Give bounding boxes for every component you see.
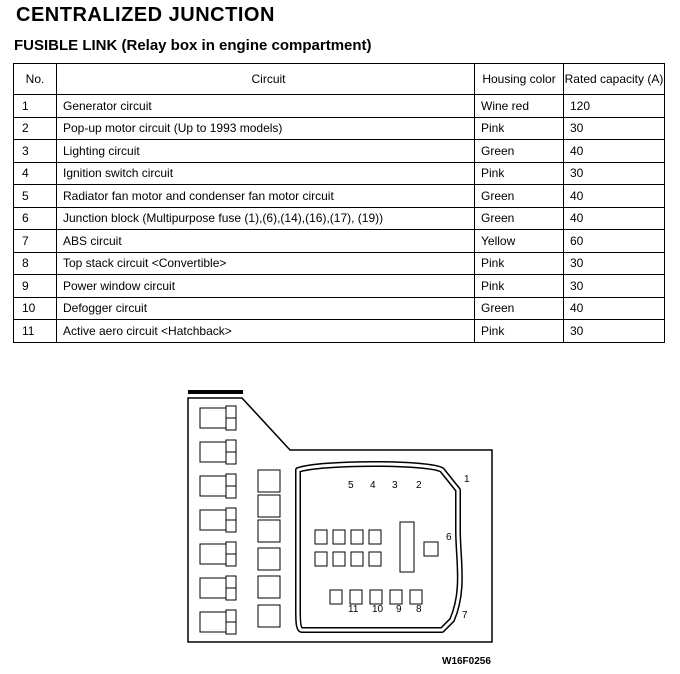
relay-block [200, 442, 226, 462]
fuse-slot [369, 530, 381, 544]
row-number: 9 [14, 275, 57, 298]
rated-capacity-cell: 30 [564, 117, 665, 140]
relay-terminal [226, 622, 236, 634]
table-row [14, 252, 665, 275]
table-row [14, 117, 665, 140]
row-number: 10 [14, 297, 57, 320]
fuse-slot [369, 552, 381, 566]
row-number: 6 [14, 207, 57, 230]
rated-capacity-cell: 40 [564, 207, 665, 230]
relay-block [258, 520, 280, 542]
fuse-slot [351, 530, 363, 544]
left-fuse-column [200, 406, 236, 634]
relay-terminal [226, 452, 236, 464]
rated-capacity-cell: 60 [564, 230, 665, 253]
rated-capacity-cell: 40 [564, 140, 665, 163]
callout-label: 9 [396, 604, 402, 615]
table-header-row [14, 64, 665, 95]
fuse-slot [333, 530, 345, 544]
relay-terminal [226, 474, 236, 486]
rated-capacity-cell: 120 [564, 95, 665, 118]
housing-color-cell: Pink [475, 275, 564, 298]
fuse-slot [315, 552, 327, 566]
row-number: 2 [14, 117, 57, 140]
row-number: 8 [14, 252, 57, 275]
circuit-cell: Ignition switch circuit [57, 162, 475, 185]
fuse-slot [333, 552, 345, 566]
diagram-callouts [348, 474, 470, 621]
callout-label: 10 [372, 604, 384, 615]
relay-terminal [226, 542, 236, 554]
relay-terminal [226, 588, 236, 600]
fuse-slot [370, 590, 382, 604]
callout-label: 1 [464, 474, 470, 485]
row-number: 11 [14, 320, 57, 343]
page-title: CENTRALIZED JUNCTION [16, 4, 275, 26]
relay-block [200, 476, 226, 496]
housing-color-cell: Pink [475, 162, 564, 185]
relay-terminal [226, 554, 236, 566]
rated-capacity-cell: 30 [564, 252, 665, 275]
fuse-slot [424, 542, 438, 556]
rated-capacity-cell: 40 [564, 297, 665, 320]
row-number: 7 [14, 230, 57, 253]
callout-label: 3 [392, 480, 398, 491]
table-row [14, 230, 665, 253]
table-row [14, 95, 665, 118]
fusible-link-table [13, 63, 665, 343]
relay-block [258, 576, 280, 598]
row-number: 4 [14, 162, 57, 185]
housing-color-cell: Green [475, 140, 564, 163]
relay-terminal [226, 418, 236, 430]
housing-color-cell: Green [475, 207, 564, 230]
relay-block [200, 578, 226, 598]
relay-block [258, 470, 280, 492]
circuit-cell: Lighting circuit [57, 140, 475, 163]
relay-terminal [226, 576, 236, 588]
circuit-cell: Power window circuit [57, 275, 475, 298]
row-number: 1 [14, 95, 57, 118]
relay-box-diagram [180, 390, 500, 670]
rated-capacity-cell: 40 [564, 185, 665, 208]
callout-label: 2 [416, 480, 422, 491]
column-header-circuit: Circuit [57, 64, 475, 95]
rated-capacity-cell: 30 [564, 162, 665, 185]
rated-capacity-cell: 30 [564, 320, 665, 343]
housing-color-cell: Pink [475, 320, 564, 343]
relay-terminal [226, 610, 236, 622]
fuse-slot [350, 590, 362, 604]
relay-block [258, 605, 280, 627]
row-number: 5 [14, 185, 57, 208]
fuse-slot [351, 552, 363, 566]
housing-color-cell: Green [475, 185, 564, 208]
circuit-cell: Active aero circuit <Hatchback> [57, 320, 475, 343]
housing-color-cell: Yellow [475, 230, 564, 253]
circuit-cell: Top stack circuit <Convertible> [57, 252, 475, 275]
table-body [14, 95, 665, 343]
relay-terminal [226, 520, 236, 532]
rated-capacity-cell: 30 [564, 275, 665, 298]
callout-label: 7 [462, 610, 468, 621]
table-row [14, 140, 665, 163]
relay-block [258, 548, 280, 570]
circuit-cell: Radiator fan motor and condenser fan motor circuit [57, 185, 475, 208]
callout-label: 4 [370, 480, 376, 491]
column-header-no: No. [14, 64, 57, 95]
housing-color-cell: Green [475, 297, 564, 320]
circuit-cell: Pop-up motor circuit (Up to 1993 models) [57, 117, 475, 140]
housing-color-cell: Wine red [475, 95, 564, 118]
fuse-slot [330, 590, 342, 604]
circuit-cell: Defogger circuit [57, 297, 475, 320]
section-subtitle: FUSIBLE LINK (Relay box in engine compartment) [14, 37, 372, 54]
row-number: 3 [14, 140, 57, 163]
fuse-slot [315, 530, 327, 544]
relay-block [258, 495, 280, 517]
housing-color-cell: Pink [475, 117, 564, 140]
table-row [14, 297, 665, 320]
relay-terminal [226, 406, 236, 418]
fuse-holder [400, 522, 414, 572]
circuit-cell: ABS circuit [57, 230, 475, 253]
circuit-cell: Junction block (Multipurpose fuse (1),(6),(14),(16),(17), (19)) [57, 207, 475, 230]
relay-block [200, 408, 226, 428]
relay-terminal [226, 508, 236, 520]
table-row [14, 207, 665, 230]
relay-block [200, 612, 226, 632]
housing-color-cell: Pink [475, 252, 564, 275]
relay-terminal [226, 440, 236, 452]
column-header-rated-capacity: Rated capacity (A) [564, 64, 665, 95]
table-row [14, 185, 665, 208]
column-header-housing-color: Housing color [475, 64, 564, 95]
callout-label: 11 [348, 604, 359, 615]
relay-terminal [226, 486, 236, 498]
circuit-cell: Generator circuit [57, 95, 475, 118]
fuse-slot [410, 590, 422, 604]
table-row [14, 275, 665, 298]
diagram-code: W16F0256 [442, 656, 491, 667]
callout-label: 8 [416, 604, 422, 615]
relay-block [200, 544, 226, 564]
callout-label: 6 [446, 532, 452, 543]
fuse-slot [390, 590, 402, 604]
callout-label: 5 [348, 480, 354, 491]
diagram-top-bar [188, 390, 243, 394]
table-row [14, 320, 665, 343]
relay-block [200, 510, 226, 530]
table-row [14, 162, 665, 185]
